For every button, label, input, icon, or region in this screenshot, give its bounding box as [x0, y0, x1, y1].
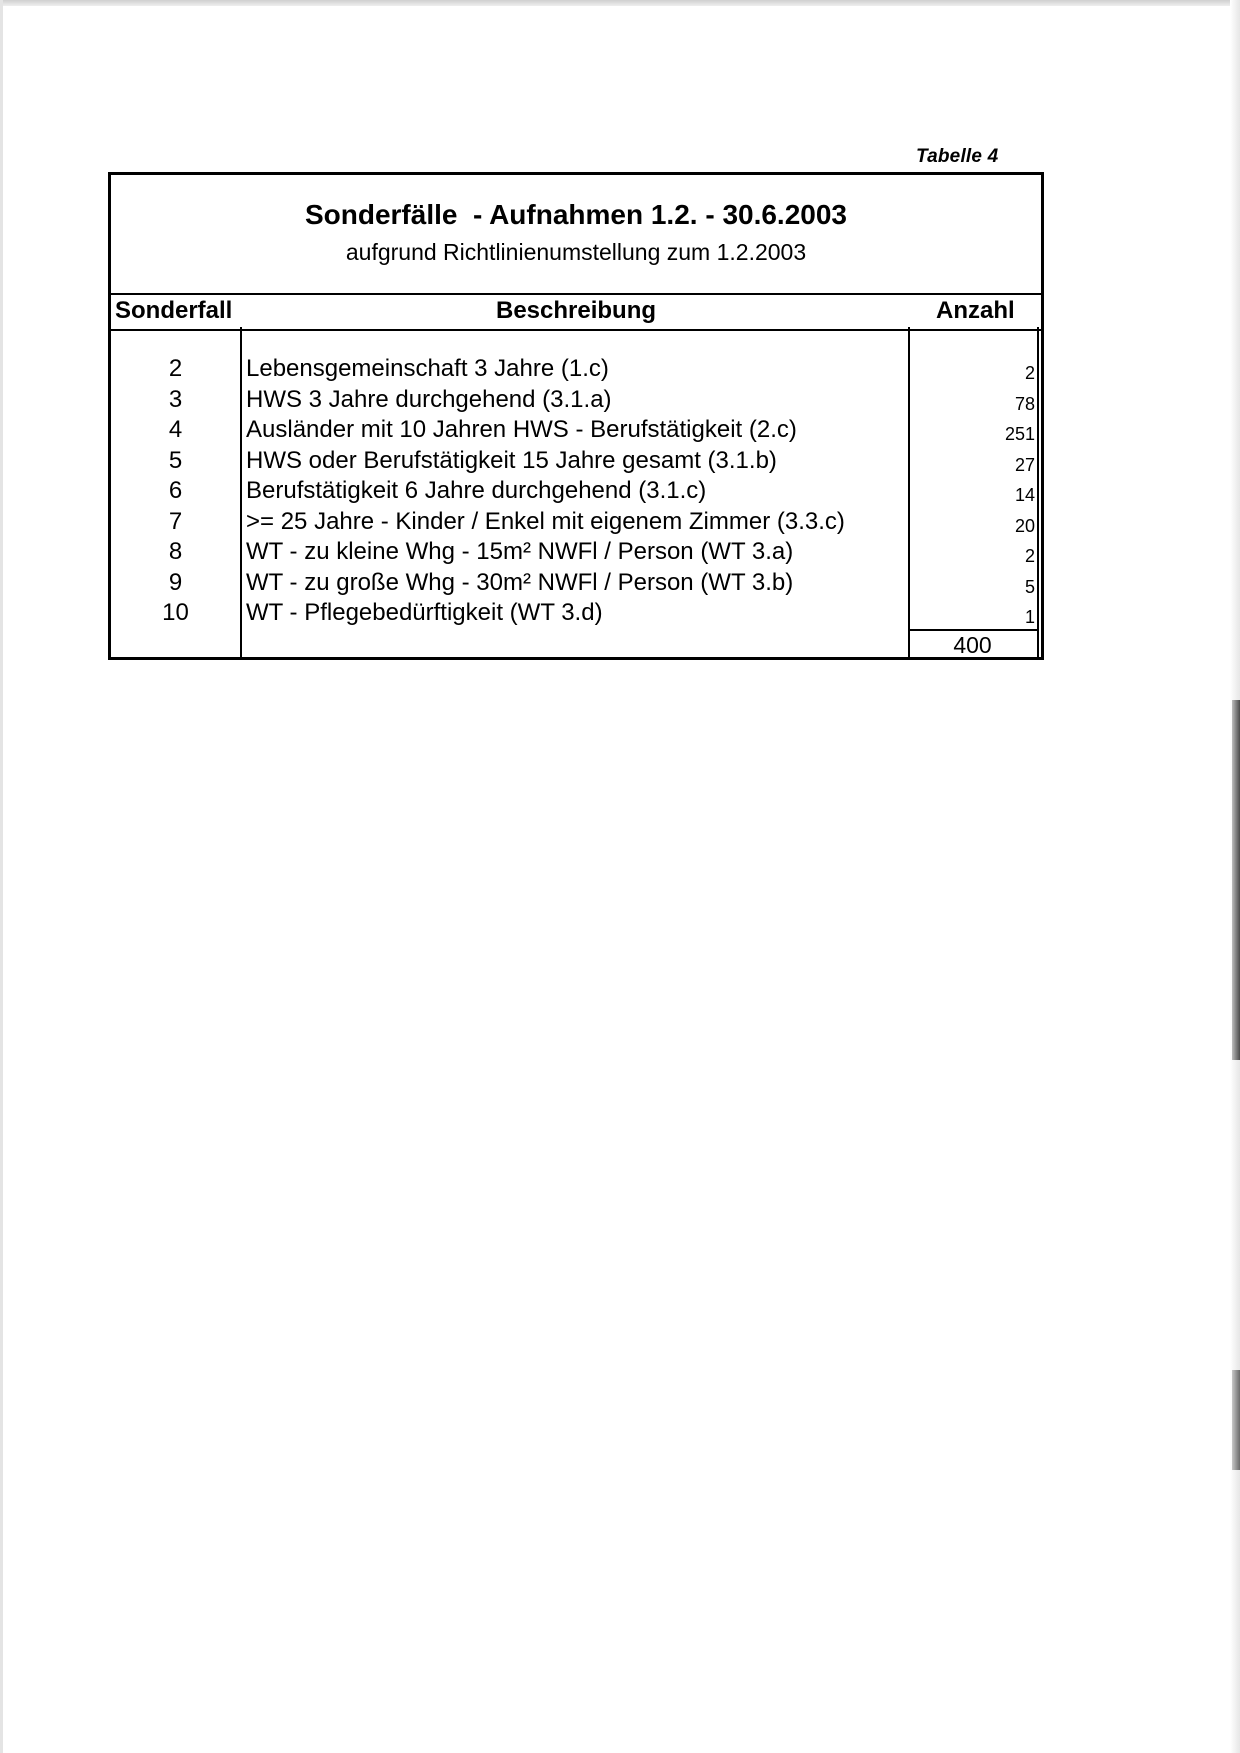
count-cell: 2 [1024, 363, 1035, 383]
table-row [111, 355, 1041, 386]
table-caption: Tabelle 4 [916, 146, 999, 167]
table-title-area [111, 175, 1041, 295]
count-cell: 5 [1024, 576, 1035, 597]
count-cell: 14 [1014, 485, 1035, 505]
description-cell: HWS oder Berufstätigkeit 15 Jahre gesamt (3.1.b) [246, 446, 777, 474]
sonderfall-number: 9 [168, 568, 183, 596]
sonderfall-number: 6 [168, 477, 183, 504]
description-cell: WT - zu große Whg - 30m² NWFl / Person (WT 3.b) [246, 568, 794, 596]
scan-edge-left [0, 0, 3, 1753]
header-sonderfall: Sonderfall [115, 297, 233, 324]
sonderfall-number: 7 [168, 507, 183, 535]
sonderfall-number: 5 [168, 446, 183, 474]
table-body [111, 355, 1041, 630]
statistics-table [108, 172, 1044, 660]
sonderfall-number: 2 [168, 355, 183, 382]
table-row [111, 569, 1041, 600]
scan-edge-top [0, 0, 1240, 6]
scan-shadow-upper [1232, 700, 1240, 1060]
table-row [111, 477, 1041, 508]
count-cell: 20 [1014, 515, 1035, 536]
count-cell: 2 [1024, 546, 1035, 566]
table-row [111, 508, 1041, 539]
sonderfall-number: 3 [168, 385, 183, 413]
table-row [111, 447, 1041, 478]
description-cell: HWS 3 Jahre durchgehend (3.1.a) [246, 385, 612, 413]
scan-shadow-lower [1232, 1370, 1240, 1470]
total-cell [908, 629, 1039, 659]
count-cell: 251 [1004, 424, 1035, 444]
table-subtitle: aufgrund Richtlinienumstellung zum 1.2.2003 [345, 239, 807, 265]
total-value: 400 [953, 632, 992, 658]
table-row [111, 416, 1041, 447]
description-cell: >= 25 Jahre - Kinder / Enkel mit eigenem Zimmer (3.3.c) [246, 507, 845, 535]
sonderfall-number: 10 [162, 599, 189, 626]
description-cell: Ausländer mit 10 Jahren HWS - Berufstätigkeit (2.c) [246, 416, 797, 443]
description-cell: WT - Pflegebedürftigkeit (WT 3.d) [246, 599, 603, 626]
description-cell: Berufstätigkeit 6 Jahre durchgehend (3.1.c) [246, 477, 707, 504]
count-cell: 78 [1014, 393, 1035, 414]
sonderfall-number: 8 [168, 538, 183, 565]
table-header-row [111, 293, 1041, 331]
count-cell: 27 [1014, 454, 1035, 475]
table-row [111, 386, 1041, 417]
description-cell: WT - zu kleine Whg - 15m² NWFl / Person (WT 3.a) [246, 538, 794, 565]
count-cell: 1 [1024, 607, 1035, 627]
sonderfall-number: 4 [168, 416, 183, 443]
table-title: Sonderfälle - Aufnahmen 1.2. - 30.6.2003 [304, 199, 848, 230]
description-cell: Lebensgemeinschaft 3 Jahre (1.c) [246, 355, 609, 382]
table-row [111, 599, 1041, 630]
header-beschreibung: Beschreibung [496, 297, 657, 324]
header-anzahl: Anzahl [936, 297, 1015, 324]
table-row [111, 538, 1041, 569]
